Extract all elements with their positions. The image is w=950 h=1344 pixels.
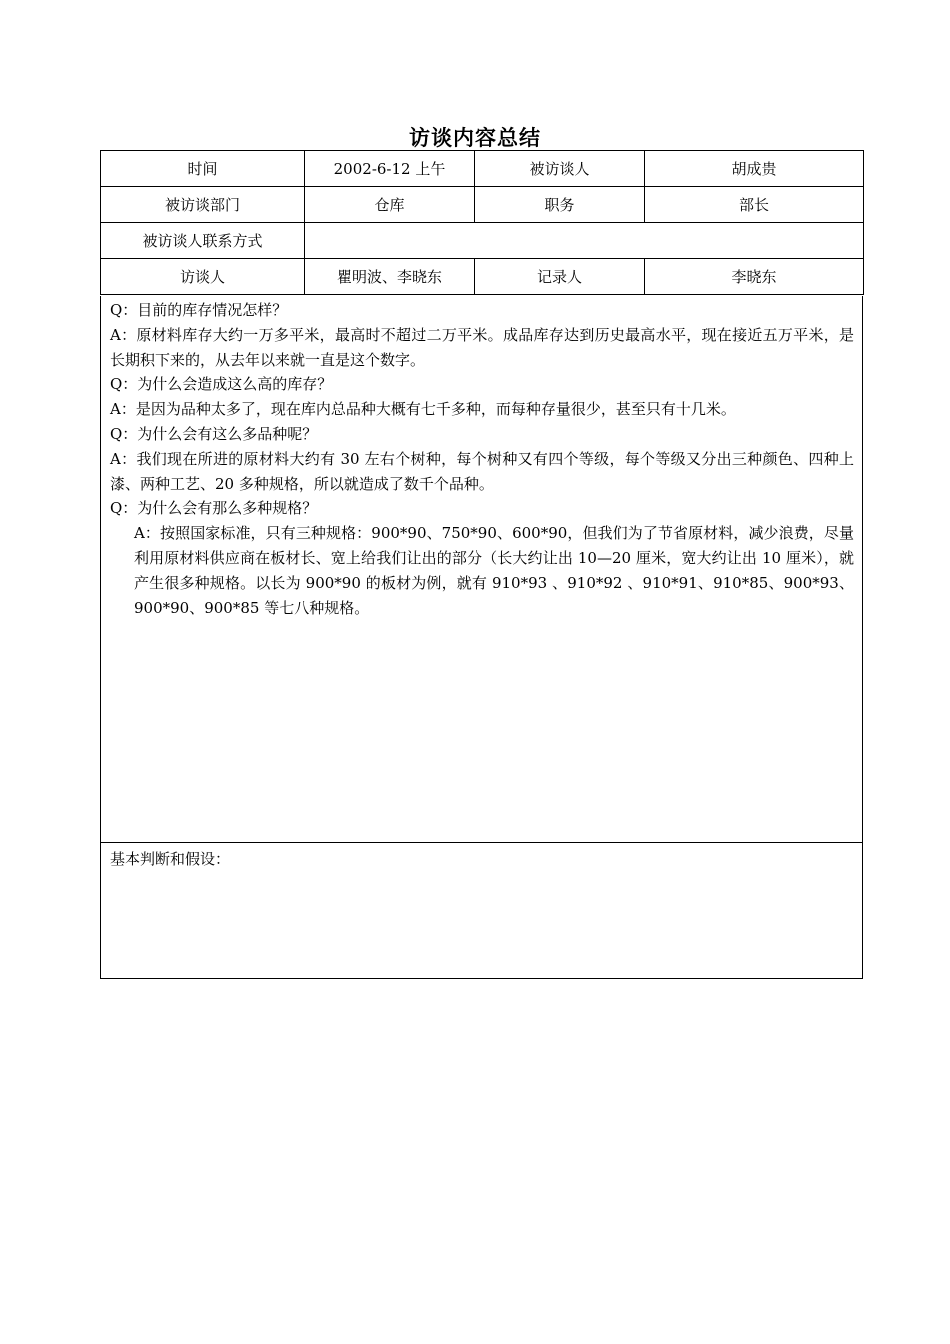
- question-2: Q：为什么会造成这么高的库存？: [110, 375, 333, 394]
- answer-2: A：是因为品种太多了，现在库内总品种大概有七千多种，而每种存量很少，甚至只有十几米。: [110, 400, 736, 419]
- interviewer-value: 瞿明波、李晓东: [305, 259, 475, 295]
- answer-4: A：按照国家标准，只有三种规格：900*90、750*90、600*90，但我们为了节省原材料，减少浪费，尽量利用原材料供应商在板材长、宽上给我们让出的部分（长大约让出 10—20 厘米，宽大约让出 10 厘米），就产生很多种规格。以长为 900*90 的板材为例，就有 910*93 、910*92 、910*91、910*85、900*93、900*90、900*85 等七八种规格。: [134, 524, 854, 617]
- dept-label: 被访谈部门: [101, 187, 305, 223]
- time-label: 时间: [101, 151, 305, 187]
- table-row: [101, 151, 864, 187]
- qa-section: [100, 296, 863, 843]
- interviewee-label: 被访谈人: [475, 151, 645, 187]
- time-value: 2002-6-12 上午: [305, 151, 475, 187]
- answer-1: A：原材料库存大约一万多平米，最高时不超过二万平米。成品库存达到历史最高水平，现在接近五万平米，是长期积下来的，从去年以来就一直是这个数字。: [110, 325, 854, 369]
- table-row: [101, 187, 864, 223]
- table-row: [101, 223, 864, 259]
- judgment-label: 基本判断和假设：: [110, 850, 231, 868]
- position-label: 职务: [475, 187, 645, 223]
- page-title: 访谈内容总结: [409, 125, 541, 150]
- question-3: Q：为什么会有这么多品种呢？: [110, 424, 318, 443]
- interview-info-table: [100, 150, 864, 295]
- contact-label: 被访谈人联系方式: [101, 223, 305, 259]
- dept-value: 仓库: [305, 187, 475, 223]
- contact-value: [305, 223, 864, 259]
- question-1: Q：目前的库存情况怎样？: [110, 301, 288, 319]
- table-row: [101, 259, 864, 295]
- judgment-section: [100, 842, 863, 979]
- interviewee-value: 胡成贵: [645, 151, 864, 187]
- question-4: Q：为什么会有那么多种规格？: [110, 499, 318, 518]
- interviewer-label: 访谈人: [101, 259, 305, 295]
- position-value: 部长: [645, 187, 864, 223]
- recorder-label: 记录人: [475, 259, 645, 295]
- recorder-value: 李晓东: [645, 259, 864, 295]
- answer-3: A：我们现在所进的原材料大约有 30 左右个树种，每个树种又有四个等级，每个等级又分出三种颜色、四种上漆、两种工艺、20 多种规格，所以就造成了数千个品种。: [110, 449, 854, 493]
